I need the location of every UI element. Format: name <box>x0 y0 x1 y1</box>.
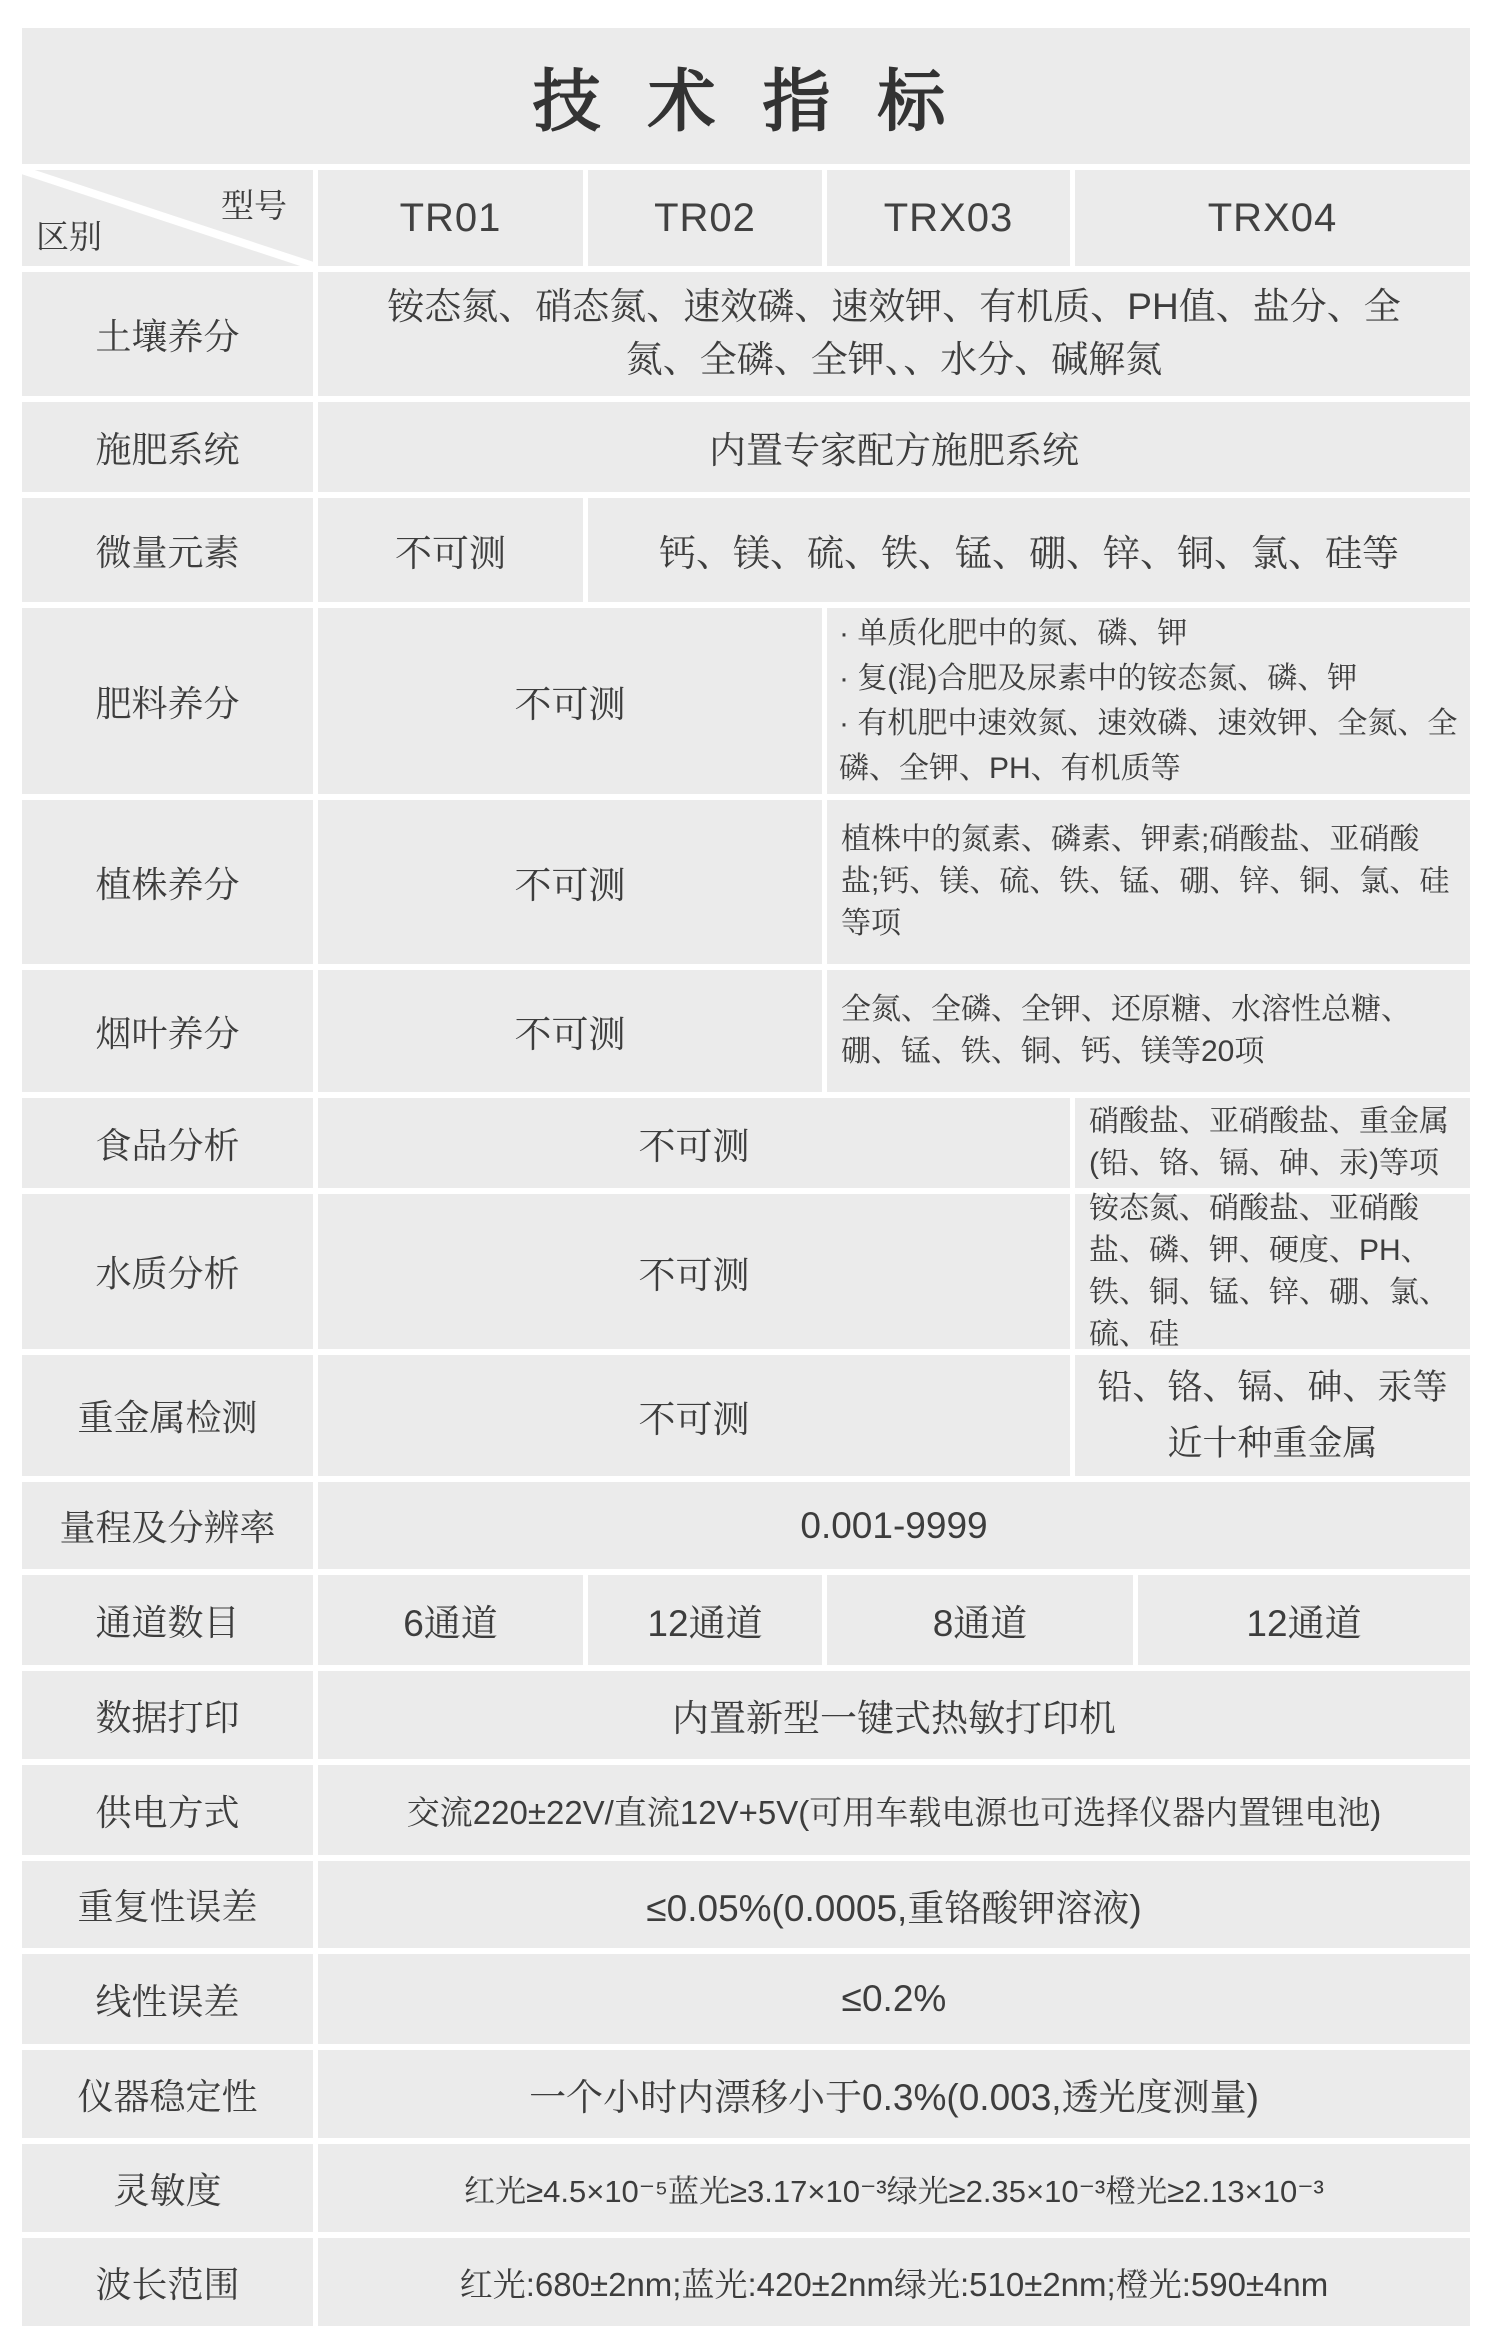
food-unavailable: 不可测 <box>318 1098 1070 1188</box>
corner-label-model: 型号 <box>221 187 287 224</box>
plant-unavailable: 不可测 <box>318 800 822 964</box>
page-title: 技 术 指 标 <box>22 28 1470 164</box>
tobacco-label: 烟叶养分 <box>22 970 313 1092</box>
spec-row-stability <box>22 2050 1470 2138</box>
corner-label-category: 区别 <box>36 218 102 255</box>
fertilizer-item: · 复(混)合肥及尿素中的铵态氮、磷、钾 <box>839 662 1358 695</box>
fertilizing-system-label: 施肥系统 <box>22 402 313 492</box>
fertilizer-item: · 单质化肥中的氮、磷、钾 <box>839 617 1188 650</box>
channels-value-trx03: 8通道 <box>827 1575 1133 1665</box>
spec-row-heavy-metal <box>22 1355 1470 1476</box>
range-value: 0.001-9999 <box>318 1482 1470 1569</box>
trace-elements-unavailable: 不可测 <box>318 498 583 602</box>
title-row <box>22 28 1470 164</box>
range-label: 量程及分辨率 <box>22 1482 313 1569</box>
spec-row-water <box>22 1191 1470 1351</box>
model-header-trx03: TRX03 <box>827 170 1070 266</box>
sensitivity-value: 红光≥4.5×10⁻⁵蓝光≥3.17×10⁻³绿光≥2.35×10⁻³橙光≥2.13×10⁻³ <box>318 2144 1470 2232</box>
header-row <box>22 170 1470 266</box>
plant-value: 植株中的氮素、磷素、钾素;硝酸盐、亚硝酸盐;钙、镁、硫、铁、锰、硼、锌、铜、氯、硅等项 <box>827 800 1470 964</box>
spec-row-fertilizing-system <box>22 402 1470 492</box>
trace-elements-label: 微量元素 <box>22 498 313 602</box>
spec-row-sensitivity <box>22 2144 1470 2232</box>
spec-row-fertilizer <box>22 608 1470 794</box>
sensitivity-label: 灵敏度 <box>22 2144 313 2232</box>
repeatability-value: ≤0.05%(0.0005,重铬酸钾溶液) <box>318 1861 1470 1948</box>
spec-row-printing <box>22 1671 1470 1759</box>
fertilizing-system-value: 内置专家配方施肥系统 <box>318 402 1470 492</box>
header-corner-cell <box>22 170 313 266</box>
spec-row-food <box>22 1098 1470 1188</box>
spec-row-tobacco <box>22 970 1470 1092</box>
spec-row-repeatability <box>22 1861 1470 1948</box>
fertilizer-value-list <box>827 608 1470 794</box>
tobacco-value: 全氮、全磷、全钾、还原糖、水溶性总糖、硼、锰、铁、铜、钙、镁等20项 <box>827 970 1470 1092</box>
spec-row-linearity <box>22 1954 1470 2044</box>
heavy-metal-value: 铅、铬、镉、砷、汞等近十种重金属 <box>1075 1355 1470 1476</box>
spec-row-plant <box>22 800 1470 964</box>
water-value: 铵态氮、硝酸盐、亚硝酸盐、磷、钾、硬度、PH、铁、铜、锰、锌、硼、氯、硫、硅 <box>1075 1194 1470 1349</box>
spec-row-trace-elements <box>22 498 1470 602</box>
power-value: 交流220±22V/直流12V+5V(可用车载电源也可选择仪器内置锂电池) <box>318 1765 1470 1855</box>
wavelength-label: 波长范围 <box>22 2238 313 2326</box>
model-header-trx04: TRX04 <box>1075 170 1470 266</box>
heavy-metal-label: 重金属检测 <box>22 1355 313 1476</box>
power-label: 供电方式 <box>22 1765 313 1855</box>
fertilizer-item: · 有机肥中速效氮、速效磷、速效钾、全氮、全磷、全钾、PH、有机质等 <box>839 707 1458 785</box>
food-label: 食品分析 <box>22 1098 313 1188</box>
fertilizer-unavailable: 不可测 <box>318 608 822 794</box>
printing-value: 内置新型一键式热敏打印机 <box>318 1671 1470 1759</box>
trace-elements-value: 钙、镁、硫、铁、锰、硼、锌、铜、氯、硅等 <box>588 498 1470 602</box>
water-label: 水质分析 <box>22 1194 313 1349</box>
plant-label: 植株养分 <box>22 800 313 964</box>
model-header-tr01: TR01 <box>318 170 583 266</box>
fertilizer-label: 肥料养分 <box>22 608 313 794</box>
wavelength-value: 红光:680±2nm;蓝光:420±2nm绿光:510±2nm;橙光:590±4nm <box>318 2238 1470 2326</box>
stability-label: 仪器稳定性 <box>22 2050 313 2138</box>
channels-value-trx04: 12通道 <box>1138 1575 1470 1665</box>
channels-value-tr02: 12通道 <box>588 1575 822 1665</box>
spec-row-channels <box>22 1575 1470 1665</box>
soil-label: 土壤养分 <box>22 272 313 396</box>
heavy-metal-unavailable: 不可测 <box>318 1355 1070 1476</box>
spec-row-power <box>22 1765 1470 1855</box>
channels-value-tr01: 6通道 <box>318 1575 583 1665</box>
linearity-value: ≤0.2% <box>318 1954 1470 2044</box>
soil-value: 铵态氮、硝态氮、速效磷、速效钾、有机质、PH值、盐分、全氮、全磷、全钾、、水分、碱解氮 <box>318 272 1470 396</box>
spec-row-range <box>22 1482 1470 1569</box>
tobacco-unavailable: 不可测 <box>318 970 822 1092</box>
repeatability-label: 重复性误差 <box>22 1861 313 1948</box>
model-header-tr02: TR02 <box>588 170 822 266</box>
food-value: 硝酸盐、亚硝酸盐、重金属(铅、铬、镉、砷、汞)等项 <box>1075 1098 1470 1188</box>
linearity-label: 线性误差 <box>22 1954 313 2044</box>
spec-row-soil <box>22 272 1470 396</box>
printing-label: 数据打印 <box>22 1671 313 1759</box>
stability-value: 一个小时内漂移小于0.3%(0.003,透光度测量) <box>318 2050 1470 2138</box>
channels-label: 通道数目 <box>22 1575 313 1665</box>
spec-row-wavelength <box>22 2238 1470 2326</box>
water-unavailable: 不可测 <box>318 1194 1070 1349</box>
